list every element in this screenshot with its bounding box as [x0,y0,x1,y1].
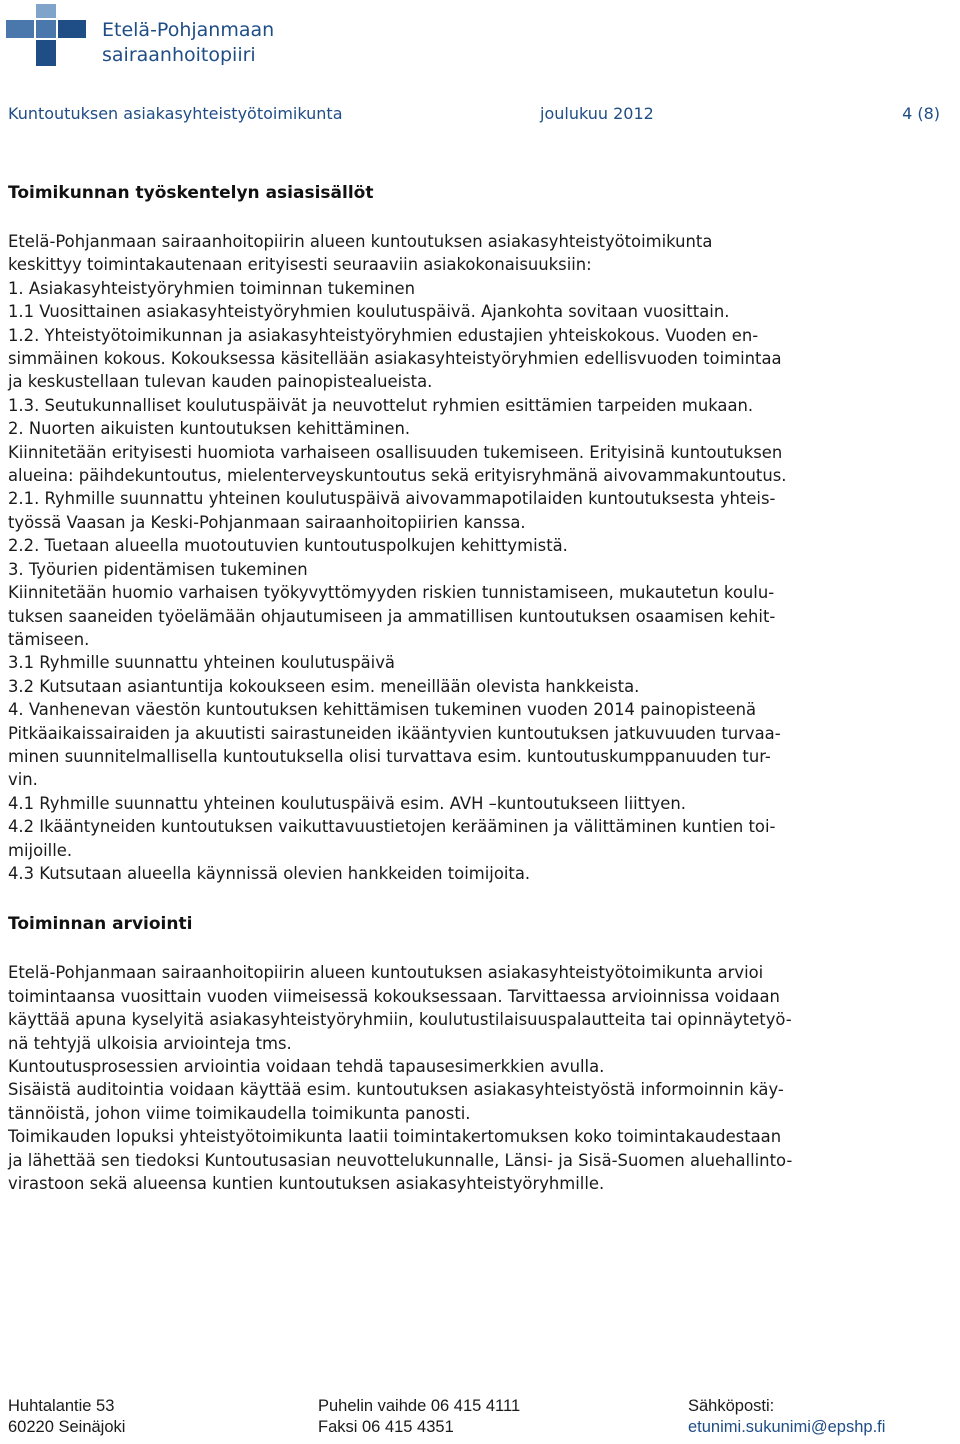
section-evaluation-lines [8,961,944,1195]
header-committee-name: Kuntoutuksen asiakasyhteistyötoimikunta [8,104,343,123]
text-line: ja lähettää sen tiedoksi Kuntoutusasian neuvottelukunnalle, Länsi- ja Sisä-Suomen aluehallinto- [8,1150,793,1170]
hospital-district-logo [6,4,306,68]
text-line: 4.3 Kutsutaan alueella käynnissä olevien hankkeiden toimijoita. [8,863,531,883]
footer-phone-fax [318,1396,520,1438]
text-line: Kiinnitetään huomio varhaisen työkyvyttömyyden riskien tunnistamiseen, mukautetun koulu- [8,583,775,603]
text-line: simmäinen kokous. Kokouksessa käsitellään asiakasyhteistyöryhmien edellisvuoden toimintaa [8,349,782,369]
text-line: Kuntoutusprosessien arviointia voidaan tehdä tapausesimerkkien avulla. [8,1057,605,1076]
text-line: tuksen saaneiden työelämään ohjautumiseen ja ammatillisen kuntoutuksen osaamisen kehit- [8,606,776,626]
section-content-lines [8,230,944,885]
text-line: Etelä-Pohjanmaan sairaanhoitopiirin alueen kuntoutuksen asiakasyhteistyötoimikunta arvioi [8,963,764,983]
text-line: Sisäistä auditointia voidaan käyttää esim. kuntoutuksen asiakasyhteistyöstä informoinnin käy- [8,1080,784,1100]
section-title-content: Toimikunnan työskentelyn asiasisällöt [8,183,374,203]
text-line: 4.1 Ryhmille suunnattu yhteinen koulutuspäivä esim. AVH –kuntoutukseen liittyen. [8,793,686,813]
text-line: Etelä-Pohjanmaan sairaanhoitopiirin alueen kuntoutuksen asiakasyhteistyötoimikunta [8,232,713,251]
footer-city: 60220 Seinäjoki [8,1418,126,1436]
text-line: 4. Vanhenevan väestön kuntoutuksen kehittämisen tukeminen vuoden 2014 painopisteenä [8,700,757,720]
text-line: 2. Nuorten aikuisten kuntoutuksen kehittäminen. [8,419,411,439]
text-line: 1.1 Vuosittainen asiakasyhteistyöryhmien koulutuspäivä. Ajankohta sovitaan vuosittain. [8,302,730,322]
text-line: 3.2 Kutsutaan asiantuntija kokoukseen esim. meneillään olevista hankkeista. [8,676,640,696]
text-line: vin. [8,770,38,790]
text-line: 1. Asiakasyhteistyöryhmien toiminnan tukeminen [8,278,415,298]
text-line: 1.3. Seutukunnalliset koulutuspäivät ja neuvottelut ryhmien esittämien tarpeiden mukaan. [8,395,754,415]
header-page-number: 4 (8) [902,104,940,123]
text-line: alueina: päihdekuntoutus, mielenterveyskuntoutus sekä erityisryhmänä aivovammakuntoutus. [8,466,787,486]
text-line: ja keskustellaan tulevan kauden painopistealueista. [8,372,433,392]
footer-email-label: Sähköposti: [688,1397,775,1415]
text-line: 2.1. Ryhmille suunnattu yhteinen koulutuspäivä aivovammapotilaiden kuntoutuksesta yhteis- [8,489,776,509]
text-line: 3. Työurien pidentämisen tukeminen [8,559,308,579]
text-line: tämiseen. [8,629,90,649]
document-body [8,180,944,1195]
text-line: tännöistä, johon viime toimikaudella toimikunta panosti. [8,1103,471,1123]
section-title-evaluation: Toiminnan arviointi [8,914,193,935]
text-line: Pitkäaikaissairaiden ja akuutisti sairastuneiden ikääntyvien kuntoutuksen jatkuvuuden turvaa- [8,723,781,743]
text-line: käyttää apuna kyselyitä asiakasyhteistyöryhmiin, koulutustilaisuuspalautteita tai opinnäytetyö- [8,1010,792,1030]
footer-street: Huhtalantie 53 [8,1397,115,1415]
text-line: minen suunnitelmallisella kuntoutuksella olisi turvattava esim. kuntoutuskumppanuuden tur- [8,746,771,766]
footer-fax: Faksi 06 415 4351 [318,1418,454,1436]
text-line: Kiinnitetään erityisesti huomiota varhaiseen osallisuuden tukemiseen. Erityisinä kuntoutuksen [8,442,783,462]
text-line: 2.2. Tuetaan alueella muotoutuvien kuntoutuspolkujen kehittymistä. [8,536,568,556]
text-line: 4.2 Ikääntyneiden kuntoutuksen vaikuttavuustietojen kerääminen ja välittäminen kuntien toi- [8,817,776,837]
footer-email-link[interactable]: etunimi.sukunimi@epshp.fi [688,1418,886,1436]
logo-line-2: sairaanhoitopiiri [102,44,256,66]
text-line: 1.2. Yhteistyötoimikunnan ja asiakasyhteistyöryhmien edustajien yhteiskokous. Vuoden en- [8,325,759,345]
footer-email-block [688,1396,885,1438]
footer-phone: Puhelin vaihde 06 415 4111 [318,1397,521,1415]
page-header [8,104,940,126]
text-line: työssä Vaasan ja Keski-Pohjanmaan sairaanhoitopiirien kanssa. [8,512,526,532]
text-line: mijoille. [8,840,73,860]
logo-cross-icon [6,4,96,68]
text-line: toimintaansa vuosittain vuoden viimeisessä kokouksessaan. Tarvittaessa arvioinnissa voidaan [8,986,780,1006]
text-line: nä tehtyjä ulkoisia arviointeja tms. [8,1033,292,1053]
text-line: Toimikauden lopuksi yhteistyötoimikunta laatii toimintakertomuksen koko toimintakaudestaan [8,1127,782,1147]
logo-line-1: Etelä-Pohjanmaan [102,19,275,41]
text-line: keskittyy toimintakautenaan erityisesti seuraaviin asiakokonaisuuksiin: [8,255,592,275]
text-line: 3.1 Ryhmille suunnattu yhteinen koulutuspäivä [8,653,395,673]
text-line: virastoon sekä alueensa kuntien kuntoutuksen asiakasyhteistyöryhmille. [8,1174,605,1194]
header-date: joulukuu 2012 [540,104,654,123]
footer-address [8,1396,125,1438]
